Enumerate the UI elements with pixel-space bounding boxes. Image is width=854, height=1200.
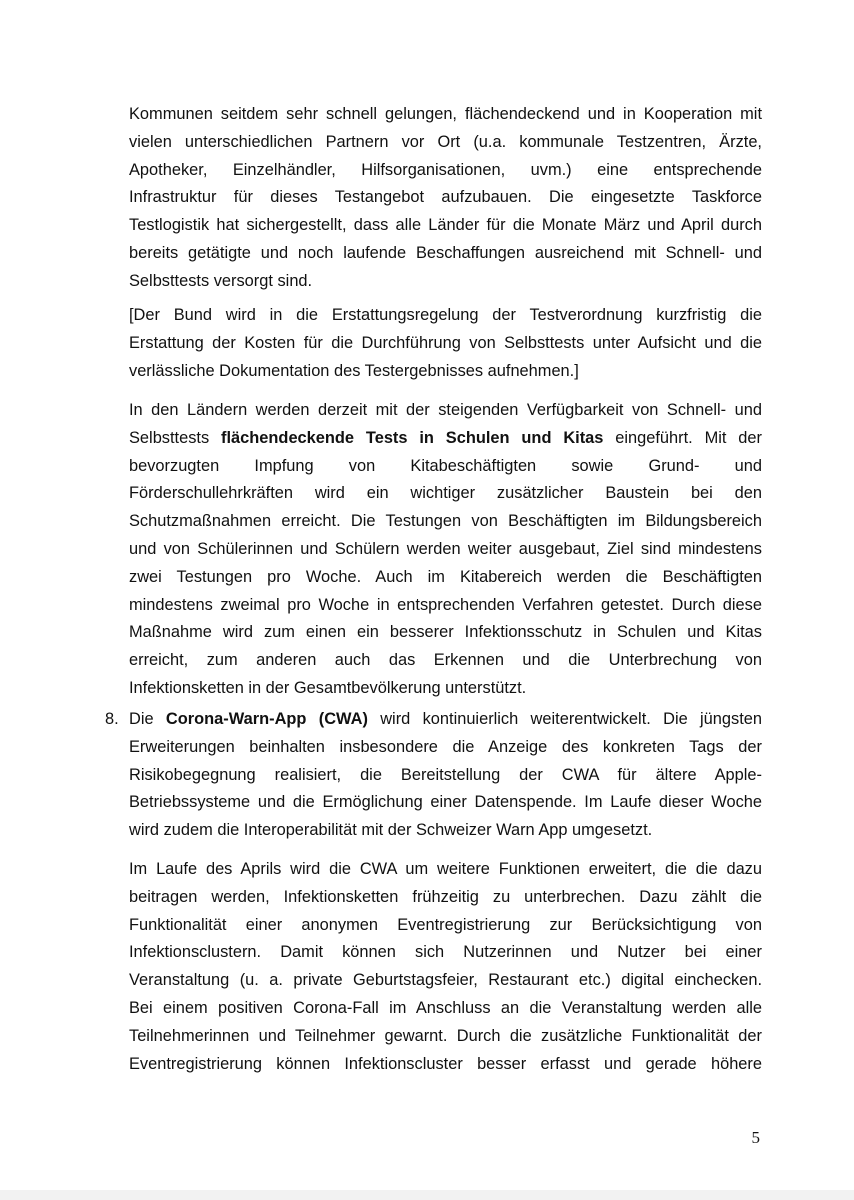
text-line: bevorzugten Impfung von Kitabeschäftigten sowie Grund- und [129, 456, 762, 475]
text-line: Infektionsketten in der Gesamtbevölkerung unterstützt. [129, 678, 527, 697]
text-segment: eingeführt. Mit der [603, 428, 762, 447]
text-segment: wird kontinuierlich weiterentwickelt. Die jüngsten [367, 710, 762, 728]
text-line: Erweiterungen beinhalten insbesondere die Anzeige des konkreten Tags der [129, 737, 762, 756]
text-line: Teilnehmerinnen und Teilnehmer gewarnt. Durch die zusätzliche Funktionalität der [129, 1026, 762, 1045]
text-line: Funktionalität einer anonymen Eventregistrierung zur Berücksichtigung von [129, 915, 762, 934]
page-number: 5 [751, 1128, 760, 1147]
text-segment: Selbsttests [129, 428, 222, 447]
text-line: Risikobegegnung realisiert, die Bereitstellung der CWA für ältere Apple- [129, 765, 762, 784]
text-line: In den Ländern werden derzeit mit der steigenden Verfügbarkeit von Schnell- und [129, 401, 762, 419]
paragraph-schulen-kitas [129, 397, 762, 703]
list-item-number: 8. [105, 710, 119, 728]
bold-emphasis: Corona-Warn-App (CWA) [165, 710, 368, 728]
text-line: und von Schülerinnen und Schülern werden weiter ausgebaut, Ziel sind mindestens [129, 539, 762, 558]
text-line: Infrastruktur für dieses Testangebot aufzubauen. Die eingesetzte Taskforce [129, 188, 762, 207]
text-line: Förderschullehrkräften wird ein wichtiger zusätzlicher Baustein bei den [129, 484, 762, 503]
text-line: Bei einem positiven Corona-Fall im Anschluss an die Veranstaltung werden alle [129, 998, 762, 1017]
text-line: vielen unterschiedlichen Partnern vor Ort (u.a. kommunale Testzentren, Ärzte, [129, 132, 762, 151]
text-line: Erstattung der Kosten für die Durchführung von Selbsttests unter Aufsicht und die [129, 333, 762, 352]
text-line: Apotheker, Einzelhändler, Hilfsorganisationen, uvm.) eine entsprechende [129, 160, 762, 179]
text-line: bereits getätigte und noch laufende Beschaffungen ausreichend mit Schnell- und [129, 243, 762, 262]
paragraph-eventregistrierung [129, 856, 762, 1078]
paragraph-corona-warn-app [129, 706, 762, 845]
bold-emphasis: flächendeckende Tests in Schulen und Kitas [221, 428, 604, 447]
text-line: Infektionsclustern. Damit können sich Nutzerinnen und Nutzer bei einer [129, 943, 762, 962]
text-line: Maßnahme wird zum einen ein besserer Infektionsschutz in Schulen und Kitas [129, 623, 762, 642]
text-line: Testlogistik hat sichergestellt, dass alle Länder für die Monate März und April durch [129, 216, 762, 235]
text-line: wird zudem die Interoperabilität mit der Schweizer Warn App umgesetzt. [129, 821, 653, 840]
text-line-with-emphasis [129, 425, 762, 453]
text-line: zwei Testungen pro Woche. Auch im Kitabereich werden die Beschäftigten [129, 567, 762, 586]
text-line: Schutzmaßnahmen erreicht. Die Testungen von Beschäftigten im Bildungsbereich [129, 512, 762, 531]
text-line: verlässliche Dokumentation des Testergebnisses aufnehmen.] [129, 361, 579, 380]
text-line: Veranstaltung (u. a. private Geburtstagsfeier, Restaurant etc.) digital einchecken. [129, 971, 762, 990]
text-segment: Die [129, 710, 166, 728]
text-line: mindestens zweimal pro Woche in entsprechenden Verfahren getestet. Durch diese [129, 595, 762, 614]
paragraph-testinfrastruktur [129, 101, 762, 296]
text-line: beitragen werden, Infektionsketten frühzeitig zu unterbrechen. Dazu zählt die [129, 887, 762, 906]
text-line: erreicht, zum anderen auch das Erkennen und die Unterbrechung von [129, 651, 762, 670]
paragraph-erstattungsregelung [129, 302, 762, 385]
text-line: Kommunen seitdem sehr schnell gelungen, flächendeckend und in Kooperation mit [129, 105, 762, 123]
text-line: Selbsttests versorgt sind. [129, 271, 313, 290]
text-line: [Der Bund wird in die Erstattungsregelung der Testverordnung kurzfristig die [129, 306, 762, 324]
text-line: Betriebssysteme und die Ermöglichung einer Datenspende. Im Laufe dieser Woche [129, 793, 762, 812]
text-line-with-emphasis [129, 706, 762, 734]
text-line: Im Laufe des Aprils wird die CWA um weitere Funktionen erweitert, die die dazu [129, 860, 762, 878]
text-line: Eventregistrierung können Infektionscluster besser erfasst und gerade höhere [129, 1054, 762, 1073]
page-bottom-edge [0, 1190, 854, 1200]
